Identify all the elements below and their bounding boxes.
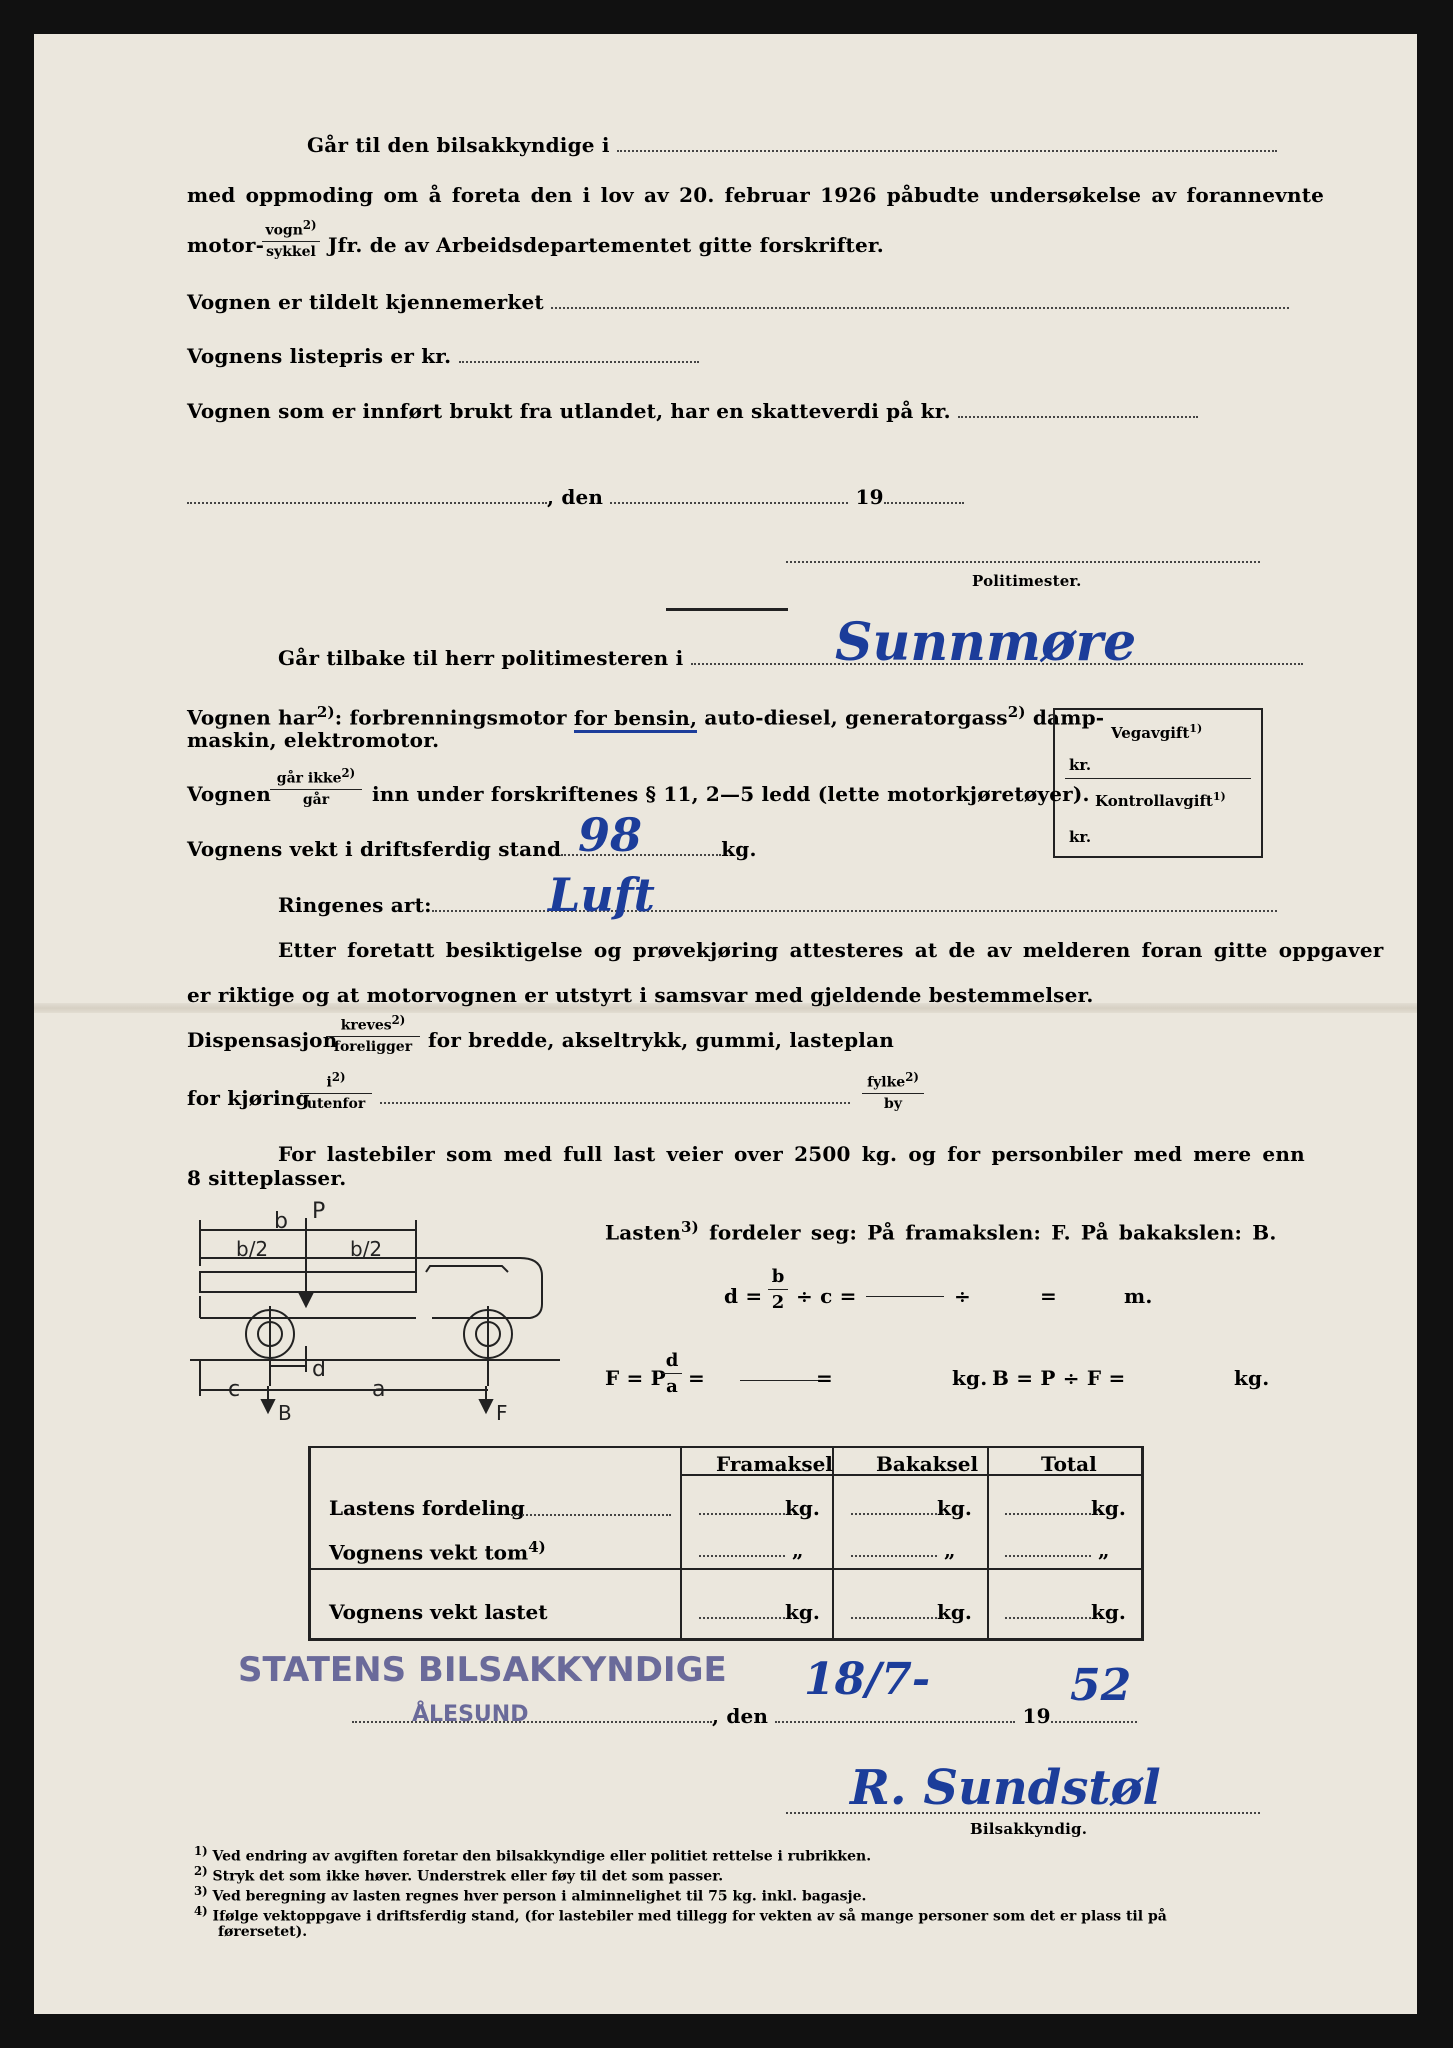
formula-f-eq1: = [688, 1366, 705, 1390]
footnote-4-cont: førersetet). [218, 1924, 308, 1940]
diagram-label-d: d [312, 1357, 326, 1382]
footnote-1: $^{1)}$ Ved endring av avgiften foretar den bilsakkyndige eller politiet rettelse i rubrikken. [194, 1844, 872, 1865]
dotted-field[interactable] [884, 498, 964, 504]
line-vognen-har: Vognen har$^{2)}$: forbrenningsmotor for bensin, auto-diesel, generatorgass$^{2)}$ damp- [187, 703, 1104, 730]
kontrollavgift-kr: kr. [1069, 828, 1092, 846]
line-vekt: Vognens vekt i driftsferdig stand kg. [187, 837, 757, 861]
diagram-label-P: P [312, 1199, 326, 1224]
load-table [308, 1446, 1144, 1641]
diagram-label-b2-left: b/2 [236, 1237, 269, 1261]
line-skatteverdi: Vognen som er innført brukt fra utlandet, har en skatteverdi på kr. [187, 399, 1198, 423]
dotted-field-kjoring[interactable] [380, 1102, 850, 1104]
formula-d-rest: ÷ c = [796, 1284, 857, 1308]
table-row-label: Lastens fordeling [329, 1496, 525, 1520]
dotted-field[interactable] [551, 303, 1289, 309]
line-attest-1: Etter foretatt besiktigelse og prøvekjøring attesteres at de av melderen foran gitte oppgaver [278, 938, 1384, 962]
vegavgift-kr: kr. [1069, 756, 1092, 774]
table-row-label: Vognens vekt tom$^{4)}$ [329, 1538, 546, 1565]
formula-d-unit: m. [1124, 1284, 1153, 1308]
line-attest-2: er riktige og at motorvognen er utstyrt i samsvar med gjeldende bestemmelser. [187, 983, 1094, 1007]
diagram-label-b: b [274, 1209, 288, 1234]
formula-blank [740, 1380, 820, 1381]
line-gaar-til: Går til den bilsakkyndige i [307, 133, 1277, 157]
table-cell[interactable]: kg. [851, 1496, 972, 1520]
diagram-label-B: B [278, 1401, 292, 1425]
fraction-vogn-sykkel: vogn$^{2)}$ sykkel [262, 218, 320, 260]
line-ringenes: Ringenes art: [278, 893, 1277, 917]
line-oppmoding: med oppmoding om å foreta den i lov av 20. februar 1926 påbudte undersøkelse av forannevnte [187, 183, 1325, 207]
dotted-field[interactable] [958, 412, 1198, 418]
vegavgift-label: Vegavgift$^{1)}$ [1111, 722, 1203, 742]
line-tilbake: Går tilbake til herr politimesteren i [278, 646, 1303, 670]
separator-line [666, 608, 788, 611]
line-date: , den 19 [187, 485, 964, 509]
table-row-line [311, 1568, 1141, 1570]
formula-b: B = P ÷ F = [992, 1366, 1126, 1390]
line-lasten: Lasten$^{3)}$ fordeler seg: På framakslen: F. På bakakslen: B. [605, 1218, 1277, 1245]
formula-d-eq: = [1040, 1284, 1057, 1308]
table-header-framaksel: Framaksel [716, 1452, 833, 1476]
dotted-leader [511, 1496, 671, 1516]
footnote-2: $^{2)}$ Stryk det som ikke høver. Understrek eller føy til det som passer. [194, 1864, 724, 1885]
politimester-signature-line [786, 561, 1260, 563]
line-bredde: for bredde, akseltrykk, gummi, lasteplan [428, 1028, 894, 1052]
dotted-field[interactable] [459, 357, 699, 363]
fraction-fylke-by: fylke$^{2)}$ by [862, 1070, 924, 1112]
table-header-total: Total [1041, 1452, 1097, 1476]
diagram-label-c: c [228, 1377, 241, 1402]
line-lastebiler: For lastebiler som med full last veier over 2500 kg. og for personbiler med mere enn [278, 1142, 1305, 1166]
line-forskriftenes: inn under forskriftenes § 11, 2—5 ledd (lette motorkjøretøyer). [372, 782, 1090, 806]
line-jfr: Jfr. de av Arbeidsdepartementet gitte forskrifter. [328, 233, 884, 257]
line-dispensasjon: Dispensasjon [187, 1028, 338, 1052]
line-listepris: Vognens listepris er kr. [187, 344, 699, 368]
handwritten-date: 18/7- [804, 1654, 931, 1705]
table-cell[interactable]: kg. [1005, 1496, 1126, 1520]
footnote-3: $^{3)}$ Ved beregning av lasten regnes hver person i alminnelighet til 75 kg. inkl. bagasje. [194, 1884, 867, 1905]
box-divider [1065, 778, 1251, 779]
fraction-gaar: går ikke$^{2)}$ går [270, 766, 362, 808]
diagram-label-F: F [496, 1401, 508, 1425]
formula-f: F = P [605, 1366, 666, 1390]
handwritten-sunnmore: Sunnmøre [835, 612, 1137, 673]
table-cell[interactable]: „ [1005, 1538, 1109, 1562]
formula-f-eq2: = [816, 1366, 833, 1390]
table-col-line [832, 1448, 834, 1638]
stamp-statens: STATENS BILSAKKYNDIGE [238, 1650, 727, 1690]
line-maskin: maskin, elektromotor. [187, 728, 440, 752]
table-col-line [680, 1448, 682, 1638]
formula-d: d = [724, 1284, 763, 1308]
formula-d-div: ÷ [954, 1284, 971, 1308]
axle-load-diagram [190, 1196, 570, 1426]
handwritten-signature: R. Sundstøl [850, 1760, 1161, 1816]
line-signature-date: , den 19 [352, 1704, 1137, 1728]
formula-f-fraction: $\frac{d}{a}$ [662, 1350, 682, 1397]
handwritten-vekt: 98 [578, 808, 643, 862]
kontrollavgift-label: Kontrollavgift$^{1)}$ [1095, 790, 1226, 810]
table-cell[interactable]: kg. [699, 1600, 820, 1624]
table-cell[interactable]: kg. [1005, 1600, 1126, 1624]
line-kjoring: for kjøring [187, 1086, 310, 1110]
stamp-alesund: ÅLESUND [412, 1702, 529, 1727]
fraction-kreves: kreves$^{2)}$ foreligger [326, 1013, 420, 1055]
dotted-field[interactable] [610, 498, 848, 504]
diagram-label-a: a [372, 1377, 386, 1402]
table-cell[interactable]: kg. [851, 1600, 972, 1624]
dotted-field[interactable] [617, 146, 1277, 152]
table-col-line [987, 1448, 989, 1638]
table-row-label: Vognens vekt lastet [329, 1600, 548, 1624]
line-vognen-gaar: Vognen [187, 782, 272, 806]
underline-bensin: for bensin, [574, 706, 697, 733]
politimester-label: Politimester. [972, 572, 1082, 590]
handwritten-year: 52 [1070, 1660, 1132, 1711]
line-kjennemerket: Vognen er tildelt kjennemerket [187, 290, 1289, 314]
line-motor-prefix: motor- [187, 233, 265, 257]
dotted-field[interactable] [187, 498, 547, 504]
formula-b-kg: kg. [1234, 1366, 1270, 1390]
line-sitteplasser: 8 sitteplasser. [187, 1166, 347, 1190]
fraction-i-utenfor: $i^{2)}$ utenfor [300, 1070, 372, 1112]
table-cell[interactable]: „ [699, 1538, 803, 1562]
table-cell[interactable]: kg. [699, 1496, 820, 1520]
formula-f-kg: kg. [952, 1366, 988, 1390]
handwritten-ringenes: Luft [548, 868, 655, 922]
bilsakkyndig-label: Bilsakkyndig. [970, 1820, 1088, 1838]
footnote-4: $^{4)}$ Ifølge vektoppgave i driftsferdig stand, (for lastebiler med tillegg for vekten av så mange personer som det er plass til på [194, 1904, 1167, 1925]
table-header-bakaksel: Bakaksel [876, 1452, 979, 1476]
table-cell[interactable]: „ [851, 1538, 955, 1562]
formula-blank [866, 1296, 944, 1297]
formula-d-fraction: $\frac{b}{2}$ [768, 1266, 788, 1313]
diagram-label-b2-right: b/2 [350, 1237, 383, 1261]
